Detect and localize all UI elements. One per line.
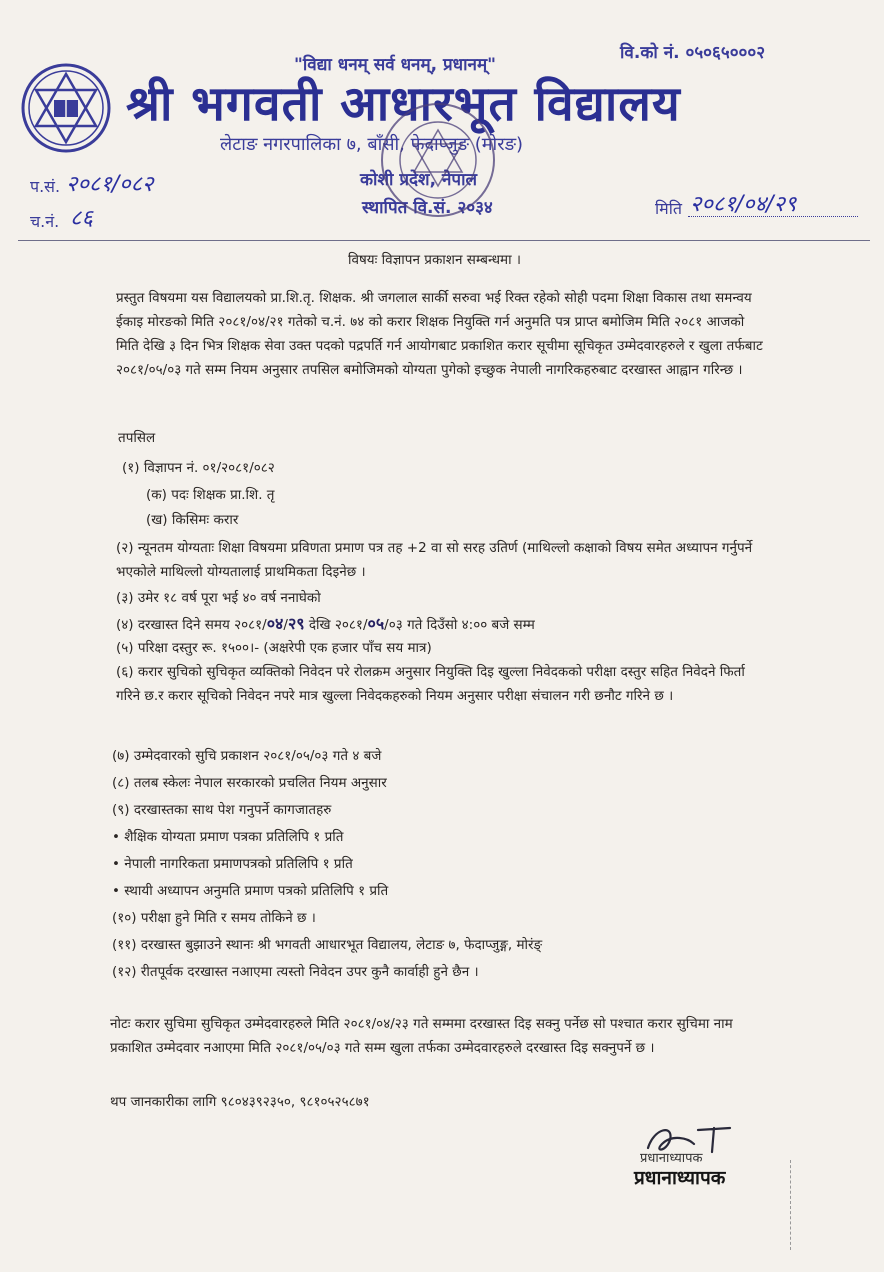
item-1-post: (क) पदः शिक्षक प्रा.शि. तृ bbox=[146, 487, 275, 503]
school-address: लेटाङ नगरपालिका ७, बाँसी, फेदाप्जुङ (मोरङ) bbox=[220, 134, 524, 155]
ps-value: २०८१/०८२ bbox=[66, 172, 154, 197]
dispatch-label: च.नं. bbox=[30, 212, 60, 231]
item-5: (५) परिक्षा दस्तुर रू. १५००।- (अक्षरेपी एक हजार पाँच सय मात्र) bbox=[116, 640, 432, 656]
item-8: (८) तलब स्केलः नेपाल सरकारको प्रचलित नियम अनुसार bbox=[112, 775, 387, 791]
contact-line: थप जानकारीका लागि ९८०४३९२३५०, ९८१०५२५८७१ bbox=[110, 1094, 370, 1110]
item-1-type: (ख) किसिमः करार bbox=[146, 512, 239, 528]
note-paragraph: नोटः करार सुचिमा सुचिकृत उम्मेदवारहरुले मिति २०८१/०४/२३ गते सम्ममा दरखास्त दिइ सक्नु पर्नेछ सो पश्चात करार सुचिमा नाम प्रकाशित उम्मेदवार नआएमा मिति २०८१/०५/०३ गते सम्म खुला तर्फका उम्मेदवारहरुले दरखास्त दिइ सक्नुपर्ने छ । bbox=[110, 1016, 733, 1056]
item-4-handwritten-end-month: ०५ bbox=[367, 614, 385, 633]
item-6: (६) करार सुचिको सुचिकृत व्यक्तिको निवेदन परे रोलक्रम अनुसार नियुक्ति दिइ खुल्ला निवेदकको परीक्षा दस्तुर सहित निवेदने फिर्ता गरिने छ.र करार सूचिको निवेदन नपरे मात्र खुल्ला निवेदकहरुको नियम अनुसार परीक्षा संचालन गरी छनौट गरिने छ । bbox=[116, 664, 745, 704]
established-line: स्थापित वि.सं. २०३४ bbox=[362, 198, 493, 218]
details-heading: तपसिल bbox=[118, 430, 156, 446]
bullet-2: • नेपाली नागरिकता प्रमाणपत्रको प्रतिलिपि १ प्रति bbox=[112, 856, 353, 872]
item-4: (४) दरखास्त दिने समय २०८१/०४/२९ देखि २०८१/०५/०३ गते दिउँसो ४:०० बजे सम्म bbox=[116, 614, 535, 633]
item-4-prefix: (४) दरखास्त दिने समय २०८१ bbox=[116, 617, 263, 633]
item-4-handwritten-month: ०४ bbox=[266, 614, 284, 633]
subject-line: विषयः विज्ञापन प्रकाशन सम्बन्धमा । bbox=[348, 252, 522, 268]
round-stamp-icon bbox=[378, 100, 498, 220]
school-logo-icon bbox=[20, 62, 112, 154]
date-label: मिति bbox=[655, 199, 682, 218]
margin-mark bbox=[790, 1160, 791, 1250]
bullet-1: • शैक्षिक योग्यता प्रमाण पत्रका प्रतिलिपि १ प्रति bbox=[112, 829, 344, 845]
intro-paragraph: प्रस्तुत विषयमा यस विद्यालयको प्रा.शि.तृ. शिक्षक. श्री जगलाल सार्की सरुवा भई रिक्त रहेको सोही पदमा शिक्षा विकास तथा समन्वय ईकाइ मोरङको मिति २०८१/०४/२१ गतेको च.नं. ७४ को करार शिक्षक नियुक्ति गर्न अनुमति पत्र प्राप्त बमोजिम मिति २०८१ आजको मिति देखि ३ दिन भित्र शिक्षक सेवा उक्त पदको पद्रपर्ति गर्न आयोगबाट प्रकाशित करार सूचीमा सूचिकृत उम्मेदवारहरुले र खुला तर्फबाट २०८१/०५/०३ गते सम्म नियम अनुसार तपसिल बमोजिमको योग्यता पुगेको इच्छुक नेपाली नागरिकहरुबाट दरखास्त आह्वान गरिन्छ । bbox=[116, 290, 763, 378]
province-line: कोशी प्रदेश, नेपाल bbox=[360, 170, 477, 190]
ps-label: प.सं. bbox=[30, 177, 61, 196]
item-12: (१२) रीतपूर्वक दरखास्त नआएमा त्यस्तो निवेदन उपर कुनै कार्वाही हुने छैन । bbox=[112, 964, 479, 980]
item-4-middle: देखि २०८१ bbox=[308, 617, 363, 633]
school-name: श्री भगवती आधारभूत विद्यालय bbox=[126, 76, 681, 132]
signature-title: प्रधानाध्यापक bbox=[634, 1167, 726, 1189]
item-2: (२) न्यूनतम योग्यताः शिक्षा विषयमा प्रविणता प्रमाण पत्र तह +2 वा सो सरह उतिर्ण (माथिल्लो कक्षाको विषय समेत अध्यापन गर्नुपर्ने भएकोले माथिल्लो योग्यतालाई प्राथमिकता दिइनेछ । bbox=[116, 540, 753, 580]
date-value: २०८१/०४/२९ bbox=[690, 192, 797, 217]
item-9: (९) दरखास्तका साथ पेश गनुपर्ने कागजातहरु bbox=[112, 802, 332, 818]
motto: "विद्या धनम् सर्व धनम्, प्रधानम्" bbox=[294, 55, 497, 75]
registration-number: वि.को नं. ०५०६५०००२ bbox=[620, 43, 766, 63]
item-4-suffix: ०३ गते दिउँसो ४:०० बजे सम्म bbox=[388, 617, 535, 633]
item-3: (३) उमेर १८ वर्ष पूरा भई ४० वर्ष ननाघेको bbox=[116, 590, 321, 606]
bullet-3: • स्थायी अध्यापन अनुमति प्रमाण पत्रको प्रतिलिपि १ प्रति bbox=[112, 883, 389, 899]
date-dotted-line bbox=[688, 216, 858, 217]
item-11: (११) दरखास्त बुझाउने स्थानः श्री भगवती आधारभूत विद्यालय, लेटाङ ७, फेदाप्जुङ्ग, मोरंङ् bbox=[112, 937, 543, 953]
dispatch-value: ८६ bbox=[70, 206, 93, 231]
header-divider bbox=[18, 240, 870, 241]
item-1: (१) विज्ञापन नं. ०१/२०८१/०८२ bbox=[122, 460, 275, 476]
item-4-handwritten-day: २९ bbox=[287, 614, 305, 633]
signature-small-label: प्रधानाध्यापक bbox=[640, 1151, 703, 1166]
item-7: (७) उम्मेदवारको सुचि प्रकाशन २०८१/०५/०३ गते ४ बजे bbox=[112, 748, 382, 764]
item-10: (१०) परीक्षा हुने मिति र समय तोकिने छ । bbox=[112, 910, 316, 926]
